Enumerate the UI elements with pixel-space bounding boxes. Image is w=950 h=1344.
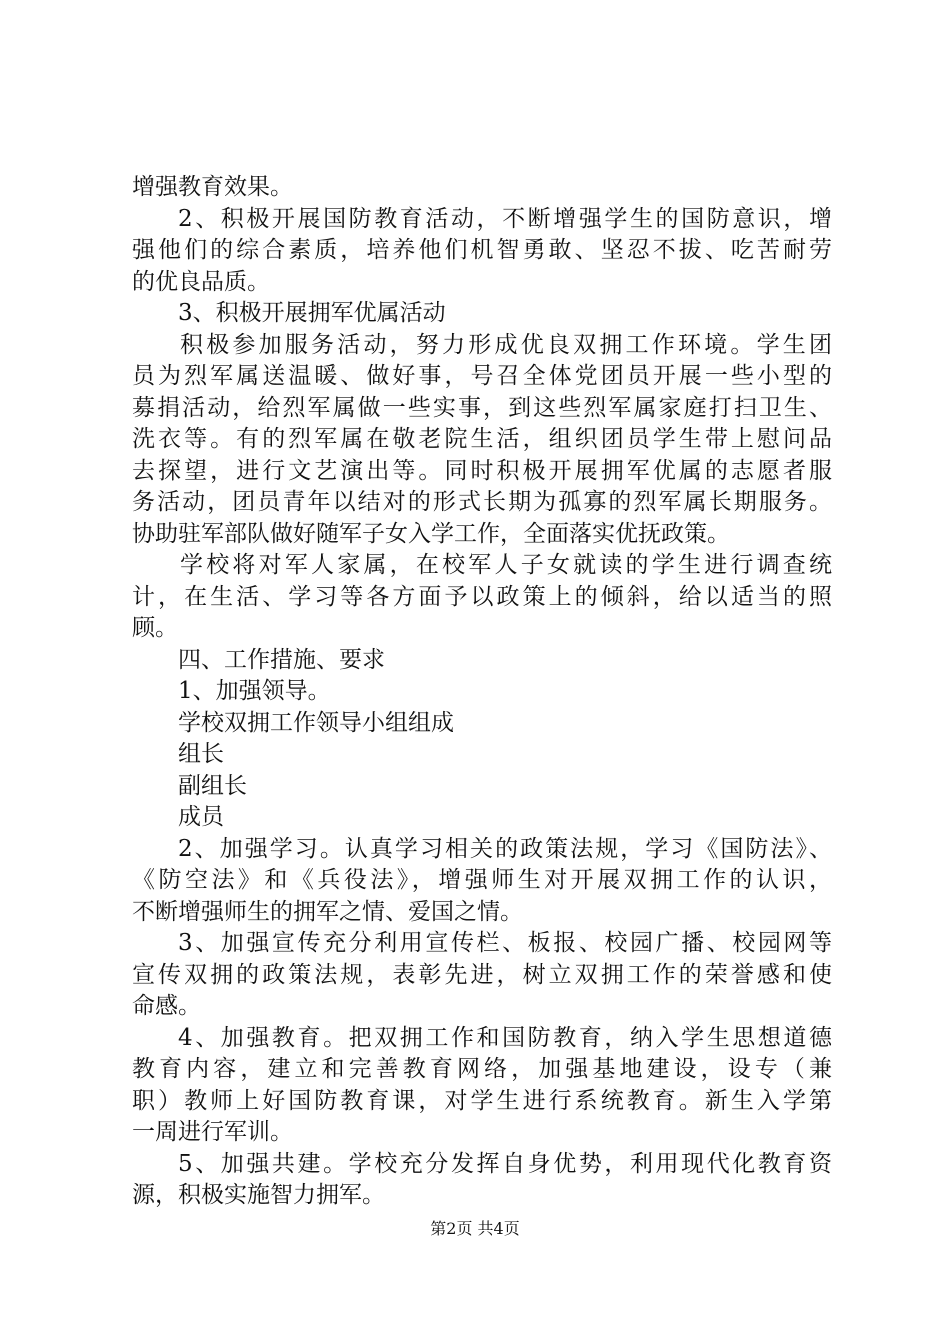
text-line: 3、加强宣传充分利用宣传栏、板报、校园广播、校园网等 — [178, 930, 832, 956]
text-line: 去探望，进行文艺演出等。同时积极开展拥军优属的志愿者服 — [132, 457, 832, 484]
text-line: 成员 — [178, 804, 224, 830]
text-line: 强他们的综合素质，培养他们机智勇敢、坚忍不拔、吃苦耐劳 — [132, 237, 832, 263]
text-line: 教育内容，建立和完善教育网络，加强基地建设，设专（兼 — [132, 1056, 832, 1082]
page-number-footer: 第2页 共4页 — [430, 1219, 520, 1238]
text-line: 源，积极实施智力拥军。 — [132, 1182, 385, 1208]
text-line: 副组长 — [178, 772, 247, 799]
text-line: 3、积极开展拥军优属活动 — [178, 300, 446, 326]
text-line: 5、加强共建。学校充分发挥自身优势，利用现代化教育资 — [178, 1150, 832, 1177]
text-line: 顾。 — [132, 615, 178, 641]
text-line: 学校将对军人家属，在校军人子女就读的学生进行调查统 — [180, 552, 832, 578]
body-text — [132, 172, 832, 1212]
section-heading: 四、工作措施、要求 — [178, 646, 385, 673]
text-line: 募捐活动，给烈军属做一些实事，到这些烈军属家庭打扫卫生、 — [132, 394, 832, 421]
text-line: 的优良品质。 — [132, 268, 270, 295]
text-line: 计，在生活、学习等各方面予以政策上的倾斜，给以适当的照 — [132, 583, 832, 610]
text-line: 务活动，团员青年以结对的形式长期为孤寡的烈军属长期服务。 — [132, 489, 832, 515]
text-line: 积极参加服务活动，努力形成优良双拥工作环境。学生团 — [180, 331, 832, 358]
text-line: 职）教师上好国防教育课，对学生进行系统教育。新生入学第 — [132, 1087, 832, 1114]
text-line: 洗衣等。有的烈军属在敬老院生活，组织团员学生带上慰问品 — [132, 426, 832, 452]
text-line: 2、加强学习。认真学习相关的政策法规，学习《国防法》、 — [178, 835, 832, 862]
text-line: 学校双拥工作领导小组组成 — [178, 709, 454, 736]
text-line: 1、加强领导。 — [178, 678, 331, 704]
text-line: 一周进行军训。 — [132, 1119, 293, 1145]
text-line: 命感。 — [132, 993, 201, 1019]
text-line: 协助驻军部队做好随军子女入学工作，全面落实优抚政策。 — [132, 520, 730, 547]
text-line: 不断增强师生的拥军之情、爱国之情。 — [132, 898, 523, 925]
text-line: 员为烈军属送温暖、做好事，号召全体党团员开展一些小型的 — [132, 363, 832, 389]
text-line: 《防空法》和《兵役法》，增强师生对开展双拥工作的认识， — [132, 867, 832, 893]
text-line: 组长 — [178, 741, 224, 767]
text-line: 4、加强教育。把双拥工作和国防教育，纳入学生思想道德 — [178, 1024, 832, 1051]
text-line: 增强教育效果。 — [132, 174, 293, 200]
text-line: 宣传双拥的政策法规，表彰先进，树立双拥工作的荣誉感和使 — [132, 961, 832, 988]
text-line: 2、积极开展国防教育活动，不断增强学生的国防意识，增 — [178, 205, 832, 232]
